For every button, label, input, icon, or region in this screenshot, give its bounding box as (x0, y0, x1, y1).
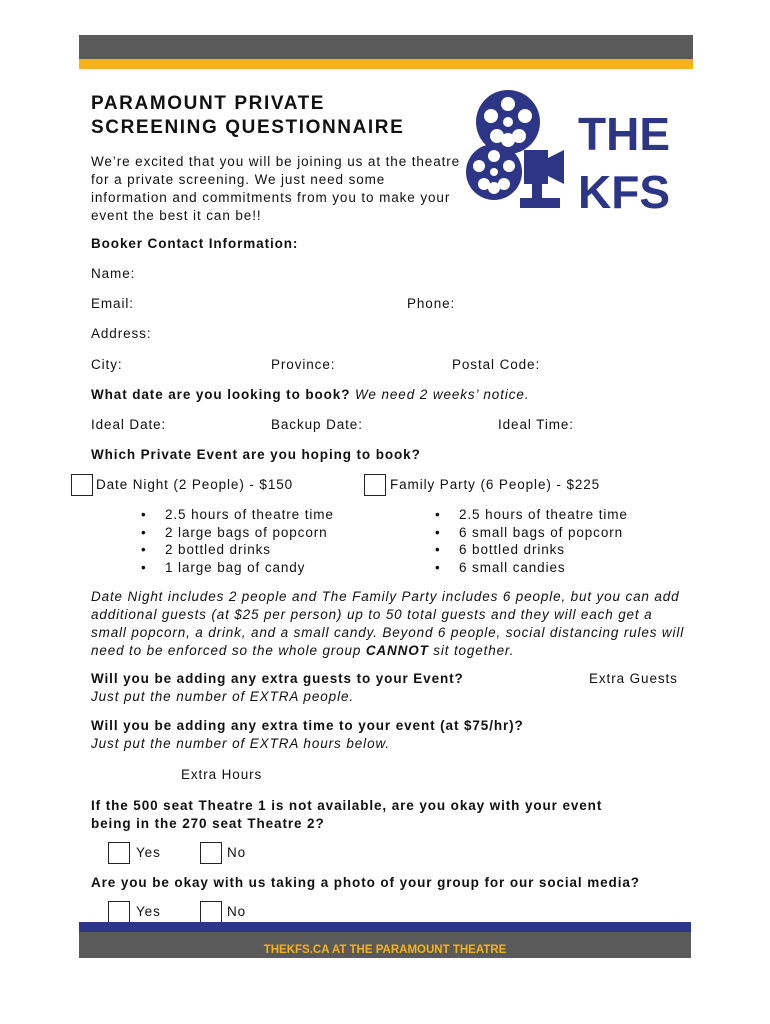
theatre-question (91, 797, 602, 833)
footer: THEKFS.CA AT THE PARAMOUNT THEATRE (79, 932, 691, 958)
family-party-option-label: Family Party (6 People) - $225 (390, 477, 601, 492)
list-item: • 2.5 hours of theatre time (459, 506, 628, 524)
event-details-paragraph (91, 588, 691, 660)
event-question: Which Private Event are you hoping to book? (91, 447, 421, 462)
theatre-yes-label: Yes (136, 845, 161, 860)
paragraph-text: Date Night includes 2 people and The Family Party includes 6 people, but you can add additional guests (at $25 per person) up to 50 total guests and they will each get a small popcorn, a drink, and a small candy. Beyond 6 people, social distancing rules will need to be enforced so the whole group (91, 589, 685, 658)
intro-text: We’re excited that you will be joining us at the theatre for a private screening. We just need some information and commitments from you to make your event the best it can be!! (91, 154, 461, 223)
header-accent-bar (79, 59, 693, 69)
family-party-includes-list (459, 506, 628, 576)
theatre-no-checkbox[interactable] (200, 842, 222, 864)
province-label: Province: (271, 357, 336, 372)
kfs-logo (466, 88, 692, 220)
photo-yes-label: Yes (136, 904, 161, 919)
theatre-question-line-2: being in the 270 seat Theatre 2? (91, 816, 325, 831)
ideal-time-label: Ideal Time: (498, 417, 574, 432)
photo-yes-checkbox[interactable] (108, 901, 130, 923)
list-item: • 1 large bag of candy (165, 559, 334, 577)
booking-date-question (91, 387, 529, 402)
extra-guests-field-label: Extra Guests (589, 671, 678, 686)
extra-guests-hint: Just put the number of EXTRA people. (91, 689, 355, 704)
phone-label: Phone: (407, 296, 456, 311)
paragraph-emphasis: CANNOT (365, 643, 429, 658)
footer-accent-bar (79, 922, 691, 932)
extra-hours-field-label: Extra Hours (181, 767, 263, 782)
name-label: Name: (91, 266, 136, 281)
logo-text-the: THE (578, 108, 670, 160)
extra-time-question: Will you be adding any extra time to your event (at $75/hr)? (91, 718, 524, 733)
list-item: • 2 large bags of popcorn (165, 524, 334, 542)
theatre-question-line-1: If the 500 seat Theatre 1 is not available, are you okay with your event (91, 798, 603, 813)
booking-notice-text: We need 2 weeks’ notice. (355, 387, 530, 402)
city-label: City: (91, 357, 123, 372)
header-bar (79, 35, 693, 59)
address-label: Address: (91, 326, 152, 341)
email-label: Email: (91, 296, 134, 311)
list-item: • 2 bottled drinks (165, 541, 334, 559)
date-night-checkbox[interactable] (71, 474, 93, 496)
list-item: • 6 bottled drinks (459, 541, 628, 559)
logo-text-kfs: KFS (578, 166, 670, 218)
page-title (91, 92, 471, 140)
list-item: • 2.5 hours of theatre time (165, 506, 334, 524)
extra-time-hint: Just put the number of EXTRA hours below. (91, 736, 391, 751)
date-night-option-label: Date Night (2 People) - $150 (96, 477, 294, 492)
photo-no-checkbox[interactable] (200, 901, 222, 923)
paragraph-text-end: sit together. (428, 643, 515, 658)
theatre-no-label: No (227, 845, 247, 860)
title-line-1: PARAMOUNT PRIVATE (91, 93, 326, 114)
family-party-checkbox[interactable] (364, 474, 386, 496)
title-line-2: SCREENING QUESTIONNAIRE (91, 117, 405, 138)
backup-date-label: Backup Date: (271, 417, 363, 432)
contact-heading: Booker Contact Information: (91, 236, 299, 251)
photo-no-label: No (227, 904, 247, 919)
date-night-includes-list (165, 506, 334, 576)
theatre-yes-checkbox[interactable] (108, 842, 130, 864)
photo-question: Are you be okay with us taking a photo of your group for our social media? (91, 875, 640, 890)
extra-guests-question: Will you be adding any extra guests to your Event? (91, 671, 464, 686)
ideal-date-label: Ideal Date: (91, 417, 167, 432)
booking-question-text: What date are you looking to book? (91, 387, 351, 402)
list-item: • 6 small bags of popcorn (459, 524, 628, 542)
list-item: • 6 small candies (459, 559, 628, 577)
postal-code-label: Postal Code: (452, 357, 541, 372)
